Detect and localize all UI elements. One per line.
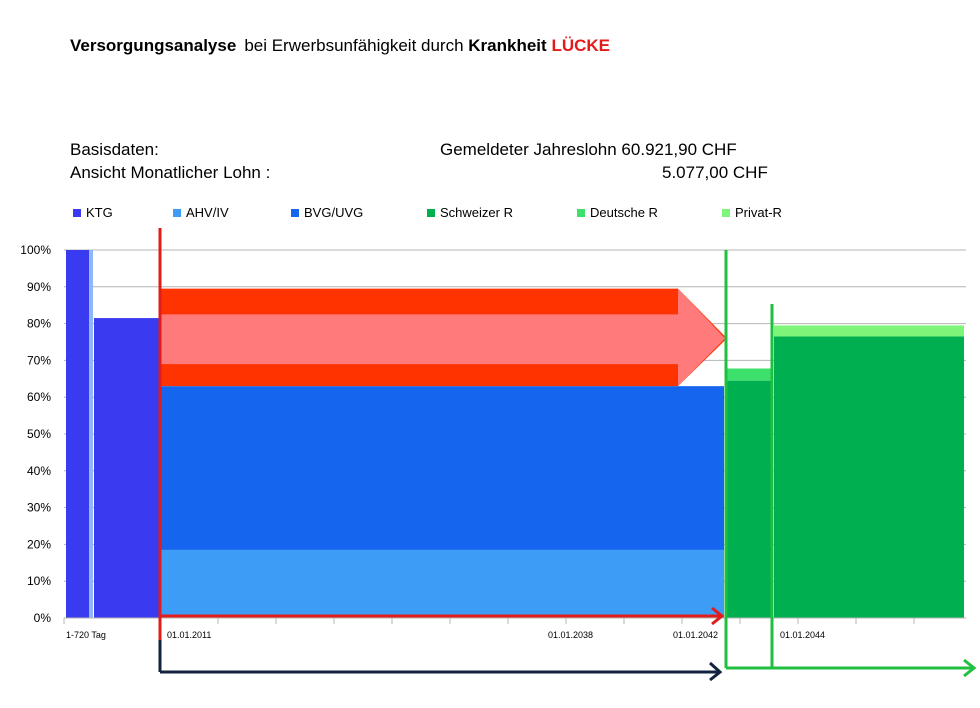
y-tick-label: 60%	[26, 390, 51, 405]
area-privat-r	[774, 325, 964, 336]
area-schweizer-r	[726, 381, 772, 618]
area-ktg	[66, 250, 89, 618]
area-ahv-iv	[161, 550, 724, 618]
x-tick-label: 01.01.2042	[673, 630, 719, 640]
x-tick-label: 1-720 Tag	[66, 630, 106, 640]
x-tick-label: 01.01.2038	[548, 630, 594, 640]
legend-label-ahv: AHV/IV	[186, 205, 229, 220]
area-schweizer-r	[774, 336, 964, 618]
legend-label-bvg: BVG/UVG	[304, 205, 364, 220]
monthly-salary-value: 5.077,00 CHF	[662, 163, 768, 182]
ktg-separator	[89, 250, 93, 618]
area-ktg	[94, 318, 159, 618]
y-tick-label: 70%	[26, 353, 51, 368]
y-tick-label: 50%	[26, 427, 51, 441]
y-tick-label: 100%	[20, 243, 51, 257]
x-tick-label: 01.01.2044	[780, 630, 826, 640]
y-tick-label: 10%	[26, 574, 51, 589]
y-tick-label: 20%	[26, 537, 51, 552]
legend-label-schweizer-r: Schweizer R	[440, 205, 513, 220]
monthly-salary-label: Ansicht Monatlicher Lohn :	[70, 163, 271, 182]
x-tick-label: 01.01.2011	[167, 630, 212, 640]
y-tick-label: 80%	[26, 316, 51, 331]
y-tick-label: 30%	[26, 500, 51, 515]
basis-label: Basisdaten:	[70, 140, 159, 159]
title-part-2: bei Erwerbsunfähigkeit durch	[244, 36, 464, 55]
y-tick-label: 40%	[26, 463, 51, 478]
title-part-3: Krankheit	[468, 36, 547, 55]
title-part-1: Versorgungsanalyse	[70, 36, 237, 55]
y-tick-label: 0%	[33, 611, 51, 625]
legend-label-ktg: KTG	[86, 205, 113, 220]
title-gap-word: LÜCKE	[551, 36, 610, 55]
legend-label-deutsche-r: Deutsche R	[590, 205, 658, 220]
legend-label-privat-r: Privat-R	[735, 205, 782, 220]
area-bvg-uvg	[161, 386, 724, 550]
area-deutsche-r	[726, 368, 772, 380]
annual-salary: Gemeldeter Jahreslohn 60.921,90 CHF	[440, 140, 737, 159]
y-tick-label: 90%	[26, 279, 51, 294]
